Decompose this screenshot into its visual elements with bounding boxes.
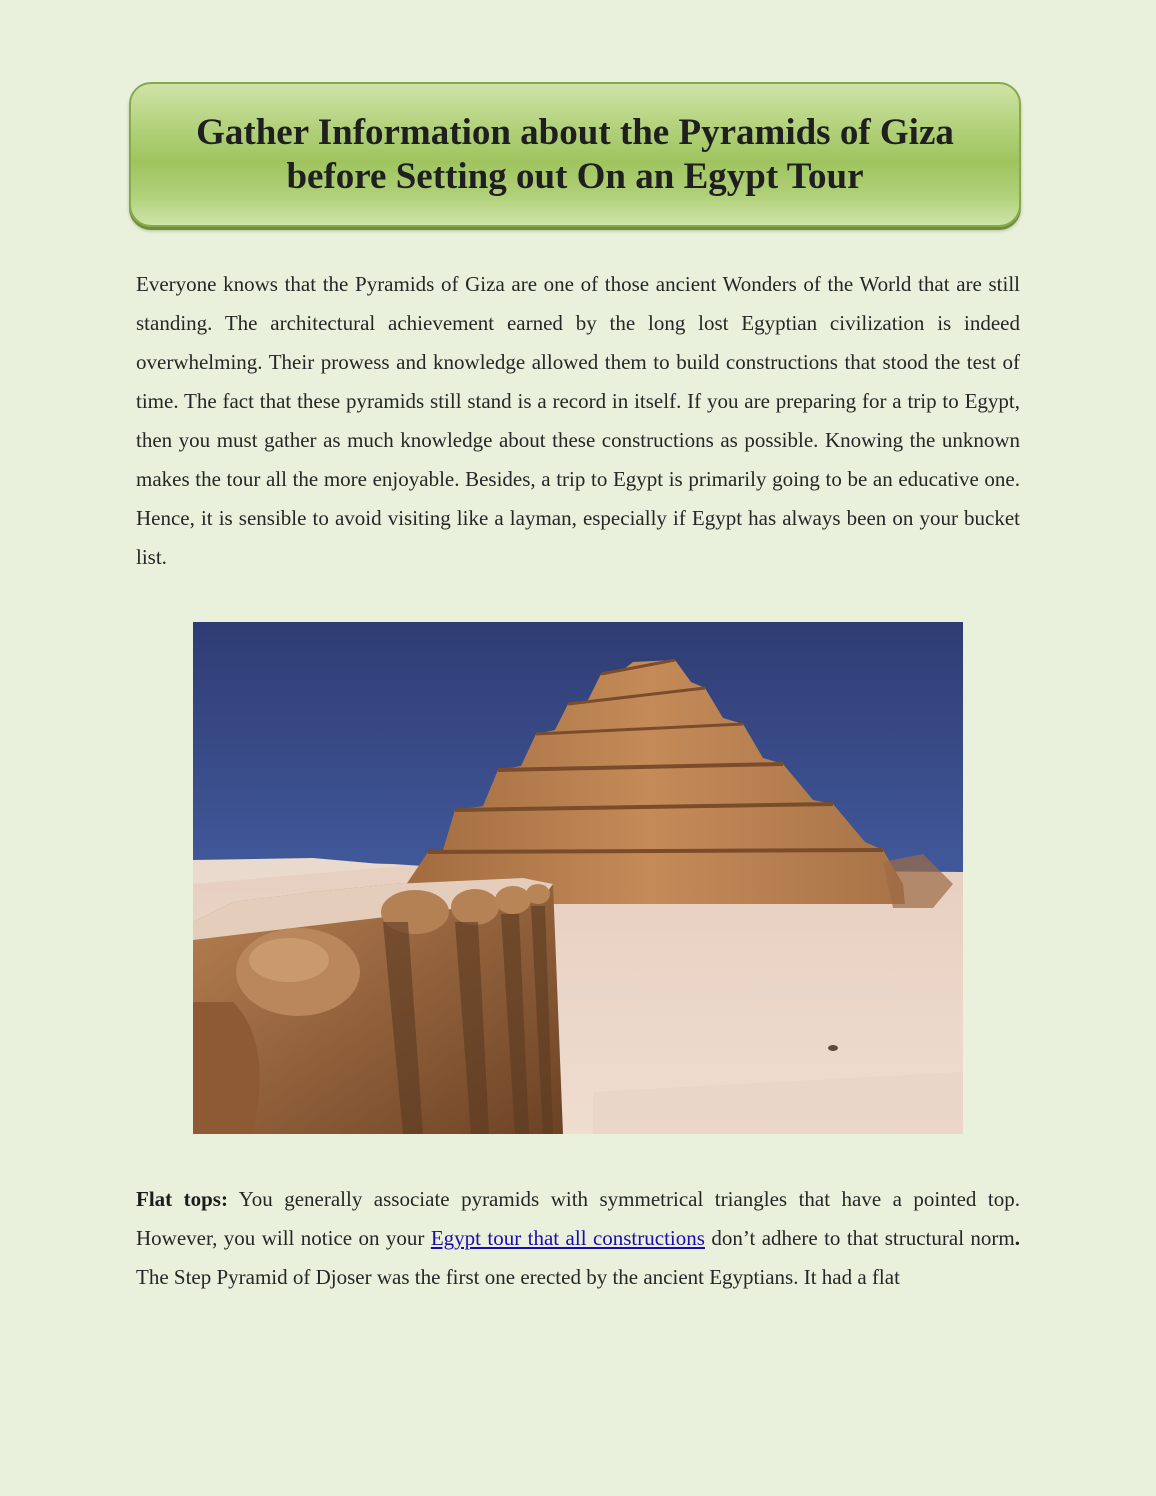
egypt-tour-link[interactable]: Egypt tour that all constructions <box>430 1226 705 1250</box>
flat-tops-heading: Flat tops: <box>136 1187 228 1211</box>
page-title <box>196 111 954 199</box>
flat-tops-bold-period: . <box>1014 1226 1021 1250</box>
title-banner <box>129 82 1021 227</box>
page-title-line-1: Gather Information about the Pyramids of Giza <box>196 111 954 153</box>
flat-tops-text-end: The Step Pyramid of Djoser was the first one erected by the ancient Egyptians. It had a flat <box>136 1265 900 1289</box>
flat-tops-text-before-link: You generally associate pyramids with symmetrical triangles that have a pointed top. However, you will notice on your <box>136 1187 1020 1250</box>
flat-tops-paragraph <box>136 1180 1020 1297</box>
step-pyramid-photo <box>193 622 963 1134</box>
flat-tops-text-after-link: don’t adhere to that structural norm <box>704 1226 1015 1250</box>
intro-paragraph: Everyone knows that the Pyramids of Giza are one of those ancient Wonders of the World that are still standing. The architectural achievement earned by the long lost Egyptian civilization is indeed overwhelming. Their prowess and knowledge allowed them to build constructions that stood the test of time. The fact that these pyramids still stand is a record in itself. If you are preparing for a trip to Egypt, then you must gather as much knowledge about these constructions as possible. Knowing the unknown makes the tour all the more enjoyable. Besides, a trip to Egypt is primarily going to be an educative one. Hence, it is sensible to avoid visiting like a layman, especially if Egypt has always been on your bucket list. <box>136 272 1020 569</box>
page-title-line-2: before Setting out On an Egypt Tour <box>286 155 864 197</box>
